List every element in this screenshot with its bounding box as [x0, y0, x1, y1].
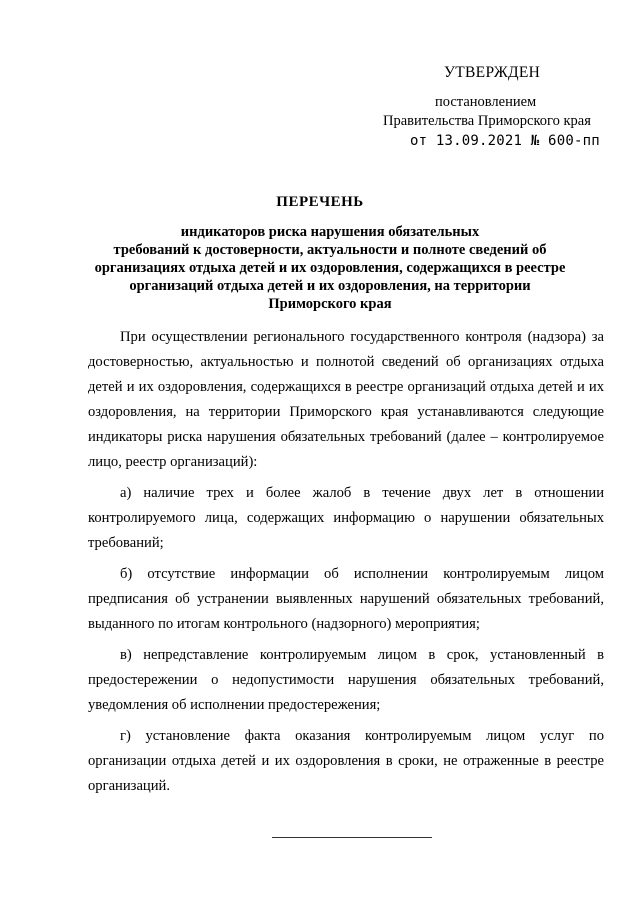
subtitle-line: Приморского края	[268, 296, 392, 312]
approved-by-line: постановлением	[435, 94, 537, 110]
subtitle-line: организаций отдыха детей и их оздоровления, на территории	[129, 278, 531, 294]
indicator-item-g: г) установление факта оказания контролируемым лицом услуг по организации отдыха детей и их оздоровления в сроки, не отраженные в реестре организаций.	[88, 728, 604, 794]
document-title: ПЕРЕЧЕНЬ	[276, 194, 364, 210]
indicator-item-v: в) непредставление контролируемым лицом в срок, установленный в предостережении о недопустимости нарушения обязательных требований, уведомления об исполнении предостережения;	[88, 647, 604, 713]
intro-paragraph: При осуществлении регионального государственного контроля (надзора) за достоверностью, актуальностью и полнотой сведений об организациях отдыха детей и их оздоровления, содержащихся в реестре организаций отдыха детей и их оздоровления, на территории Приморского края устанавливаются следующие индикаторы риска нарушения обязательных требований (далее – контролируемое лицо, реестр организаций):	[88, 329, 604, 470]
subtitle-line: требований к достоверности, актуальности и полноте сведений об	[113, 242, 547, 258]
subtitle-line: организациях отдыха детей и их оздоровления, содержащихся в реестре	[94, 260, 566, 276]
indicator-item-b: б) отсутствие информации об исполнении контролируемым лицом предписания об устранении выявленных нарушений обязательных требований, выданного по итогам контрольного (надзорного) мероприятия;	[88, 566, 604, 632]
approved-authority-line: Правительства Приморского края	[383, 113, 591, 129]
document-body	[88, 325, 604, 805]
subtitle-line: индикаторов риска нарушения обязательных	[180, 224, 480, 240]
approved-title: УТВЕРЖДЕН	[444, 64, 541, 81]
indicator-item-a: а) наличие трех и более жалоб в течение двух лет в отношении контролируемого лица, содержащих информацию о нарушении обязательных требований;	[88, 485, 604, 551]
footer-divider-line	[272, 837, 432, 838]
document-subtitle	[60, 223, 600, 313]
approved-date-number: от 13.09.2021 № 600-пп	[410, 133, 600, 149]
